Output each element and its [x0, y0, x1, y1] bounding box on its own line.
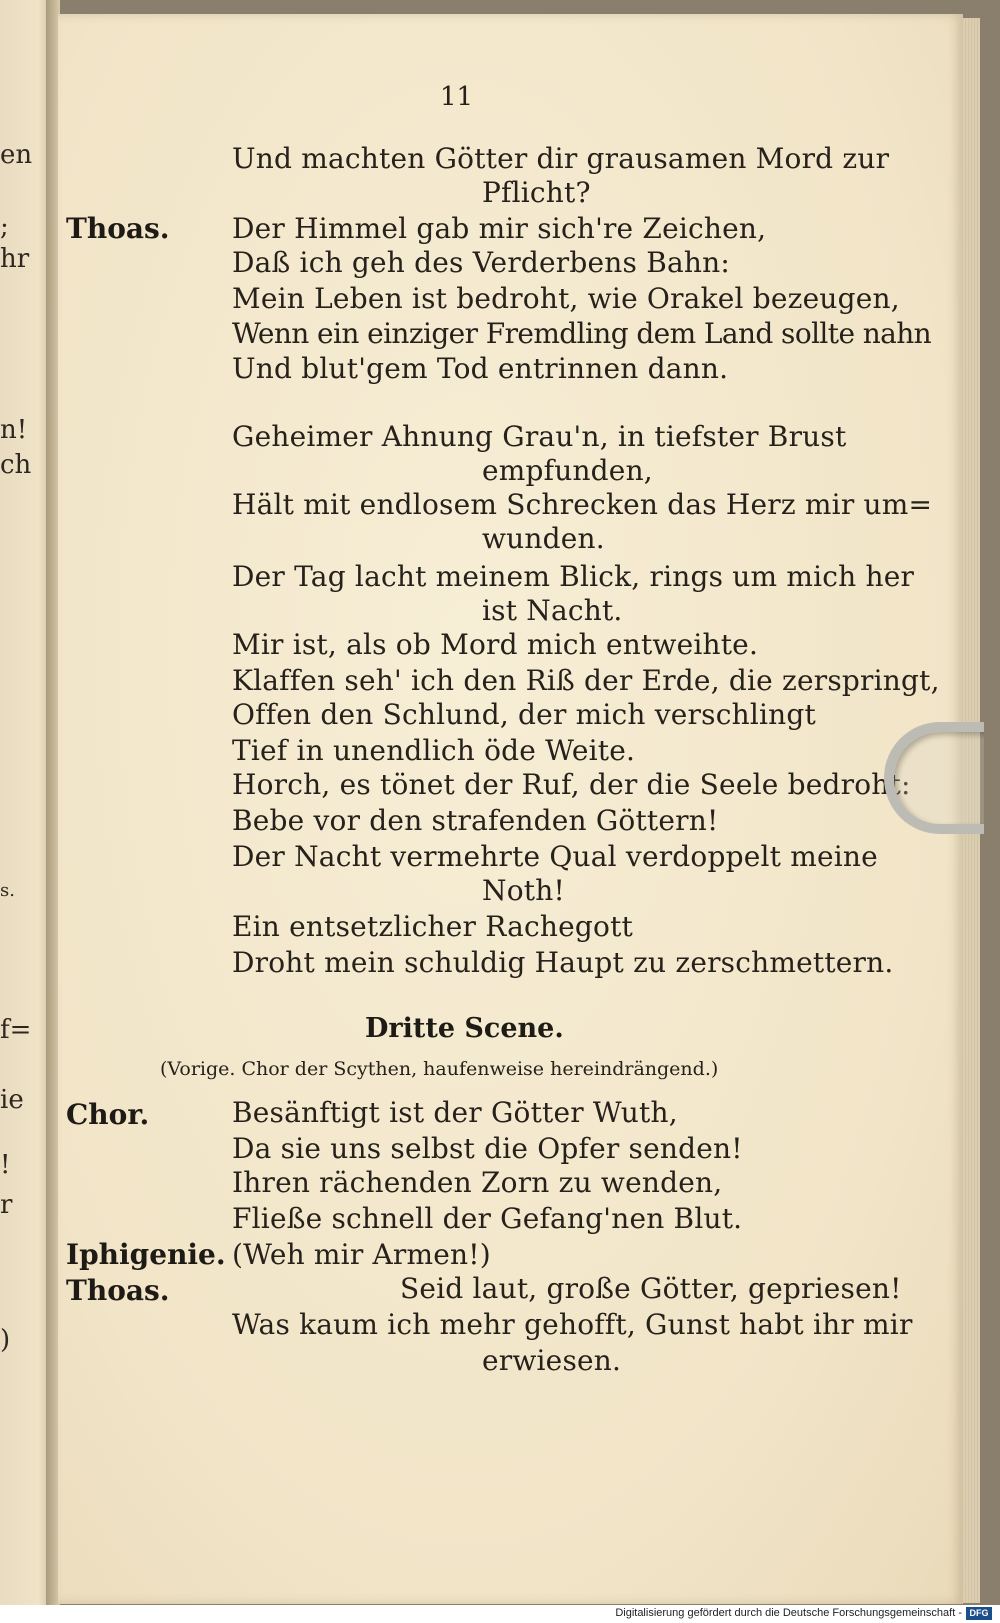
scene-title: Dritte Scene.: [365, 1013, 564, 1044]
verse-line: (Weh mir Armen!): [232, 1238, 491, 1271]
prev-page-fragment: r: [0, 1190, 13, 1220]
prev-page-fragment: ie: [0, 1085, 24, 1115]
stage-direction: (Vorige. Chor der Scythen, haufenweise hereindrängend.): [160, 1058, 719, 1080]
verse-line: Tief in unendlich öde Weite.: [232, 734, 636, 767]
verse-line: Daß ich geh des Verderbens Bahn:: [232, 246, 730, 279]
prev-page-fragment: ;: [0, 212, 9, 242]
page-number: 11: [440, 82, 474, 112]
verse-line: Hält mit endlosem Schrecken das Herz mir um=: [232, 488, 933, 521]
speaker-iphigenie: Iphigenie.: [66, 1238, 226, 1271]
verse-line: Da sie uns selbst die Opfer senden!: [232, 1132, 743, 1165]
prev-page-fragment: ): [0, 1325, 11, 1355]
verse-line: Der Tag lacht meinem Blick, rings um mich her: [232, 560, 915, 593]
verse-line: ist Nacht.: [482, 594, 623, 627]
verse-line: Ein entsetzlicher Rachegott: [232, 910, 633, 943]
prev-page-fragment: !: [0, 1150, 11, 1180]
prev-page-fragment: s.: [0, 880, 15, 901]
verse-line: Offen den Schlund, der mich verschlingt: [232, 698, 816, 731]
prev-page-fragment: hr: [0, 244, 30, 274]
verse-line: Horch, es tönet der Ruf, der die Seele bedroht:: [232, 768, 911, 801]
speaker-chor: Chor.: [66, 1098, 150, 1131]
verse-line: Droht mein schuldig Haupt zu zerschmettern.: [232, 946, 894, 979]
prev-page-fragment: en: [0, 140, 33, 170]
verse-line: Seid laut, große Götter, gepriesen!: [400, 1272, 902, 1305]
verse-line: wunden.: [482, 522, 605, 555]
verse-line: empfunden,: [482, 454, 653, 487]
verse-line: Und blut'gem Tod entrinnen dann.: [232, 352, 729, 385]
prev-page-fragment: ch: [0, 450, 32, 480]
verse-line: Fließe schnell der Gefang'nen Blut.: [232, 1202, 743, 1235]
verse-line: Pflicht?: [482, 176, 591, 209]
verse-line: Wenn ein einziger Fremdling dem Land sollte nahn: [232, 317, 932, 350]
digitization-credit: Digitalisierung gefördert durch die Deutsche Forschungsgemeinschaft -: [615, 1607, 962, 1619]
verse-line: Mir ist, als ob Mord mich entweihte.: [232, 628, 759, 661]
verse-line: Klaffen seh' ich den Riß der Erde, die zerspringt,: [232, 664, 940, 697]
dfg-logo: DFG: [966, 1607, 992, 1620]
verse-line: Besänftigt ist der Götter Wuth,: [232, 1096, 678, 1129]
verse-line: Mein Leben ist bedroht, wie Orakel bezeugen,: [232, 282, 900, 315]
speaker-thoas: Thoas.: [66, 1274, 170, 1307]
verse-line: Ihren rächenden Zorn zu wenden,: [232, 1166, 723, 1199]
verse-line: Noth!: [482, 874, 565, 907]
verse-line: Der Himmel gab mir sich're Zeichen,: [232, 212, 767, 245]
verse-line: Der Nacht vermehrte Qual verdoppelt meine: [232, 840, 878, 873]
verse-line: Bebe vor den strafenden Göttern!: [232, 804, 719, 837]
verse-line: Was kaum ich mehr gehofft, Gunst habt ihr mir: [232, 1308, 913, 1341]
verse-line: erwiesen.: [482, 1344, 622, 1377]
page-clip: [884, 722, 984, 834]
prev-page-fragment: f=: [0, 1015, 32, 1045]
verse-line: Geheimer Ahnung Grau'n, in tiefster Brust: [232, 420, 847, 453]
verse-line: Und machten Götter dir grausamen Mord zur: [232, 142, 890, 175]
prev-page-fragment: n!: [0, 415, 28, 445]
speaker-thoas: Thoas.: [66, 212, 170, 245]
